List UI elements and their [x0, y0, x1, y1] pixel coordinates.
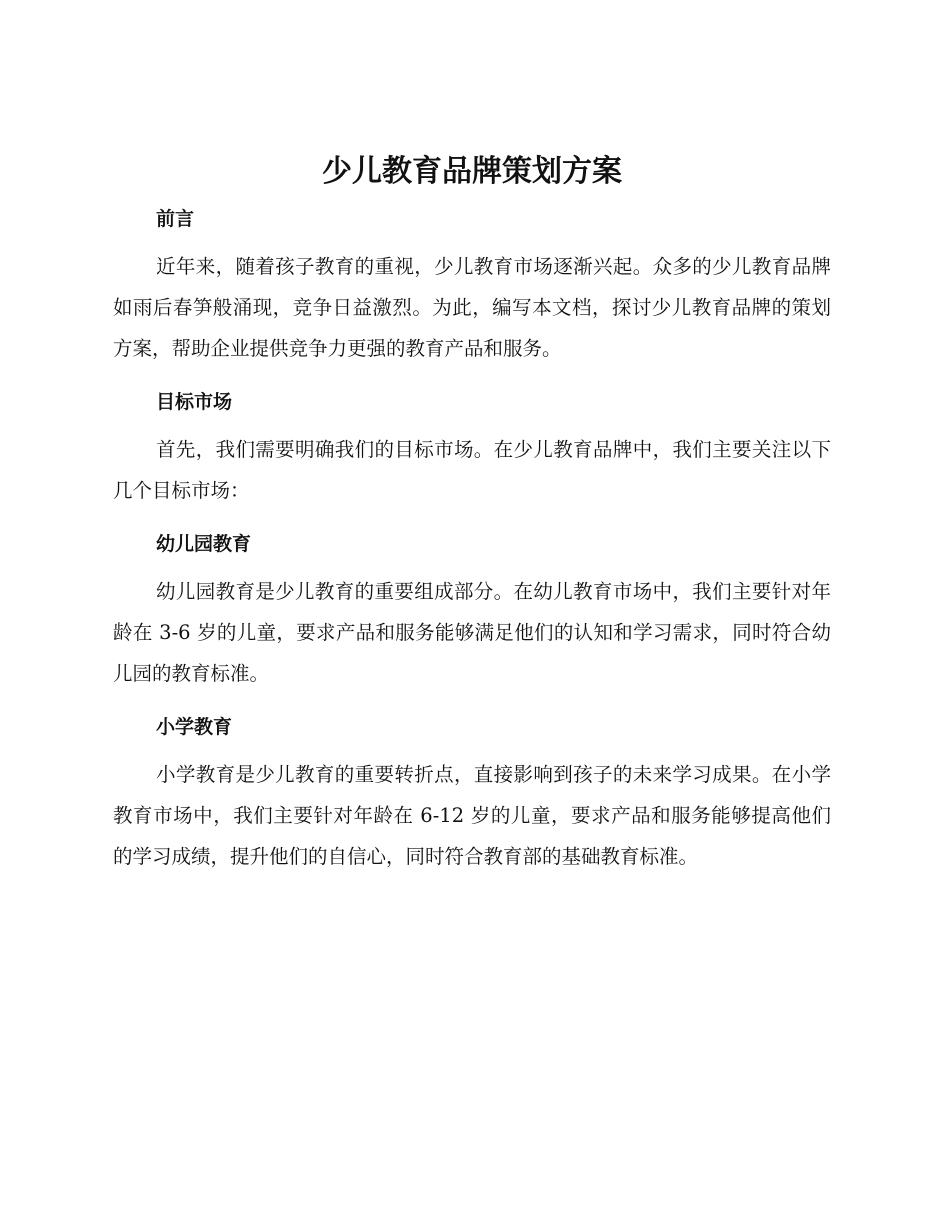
spacer: [113, 559, 831, 571]
section-heading-primary-school: 小学教育: [156, 716, 233, 738]
spacer: [113, 742, 831, 754]
spacer: [113, 417, 831, 429]
section-heading-target-market: 目标市场: [156, 391, 233, 413]
section-paragraph-kindergarten: 幼儿园教育是少儿教育的重要组成部分。在幼儿教育市场中，我们主要针对年龄在 3-6 岁的儿童，要求产品和服务能够满足他们的认知和学习需求，同时符合幼儿园的教育标准。: [113, 580, 831, 685]
section-paragraph-primary-school: 小学教育是少儿教育的重要转折点，直接影响到孩子的未来学习成果。在小学教育市场中，我们主要针对年龄在 6-12 岁的儿童，要求产品和服务能够提高他们的学习成绩，提升他们的自信心，同时符合教育部的基础教育标准。: [113, 763, 831, 868]
section-paragraph-preface: 近年来，随着孩子教育的重视，少儿教育市场逐渐兴起。众多的少儿教育品牌如雨后春笋般涌现，竞争日益激烈。为此，编写本文档，探讨少儿教育品牌的策划方案，帮助企业提供竞争力更强的教育产品和服务。: [113, 255, 831, 360]
section-paragraph-target-market: 首先，我们需要明确我们的目标市场。在少儿教育品牌中，我们主要关注以下几个目标市场：: [113, 438, 831, 502]
spacer: [113, 694, 831, 712]
section-heading-preface: 前言: [156, 208, 195, 230]
document-title: 少儿教育品牌策划方案: [322, 154, 622, 189]
document-body: [113, 148, 831, 877]
spacer: [113, 234, 831, 246]
spacer: [113, 511, 831, 529]
section-heading-kindergarten: 幼儿园教育: [156, 533, 252, 555]
spacer: [113, 369, 831, 387]
